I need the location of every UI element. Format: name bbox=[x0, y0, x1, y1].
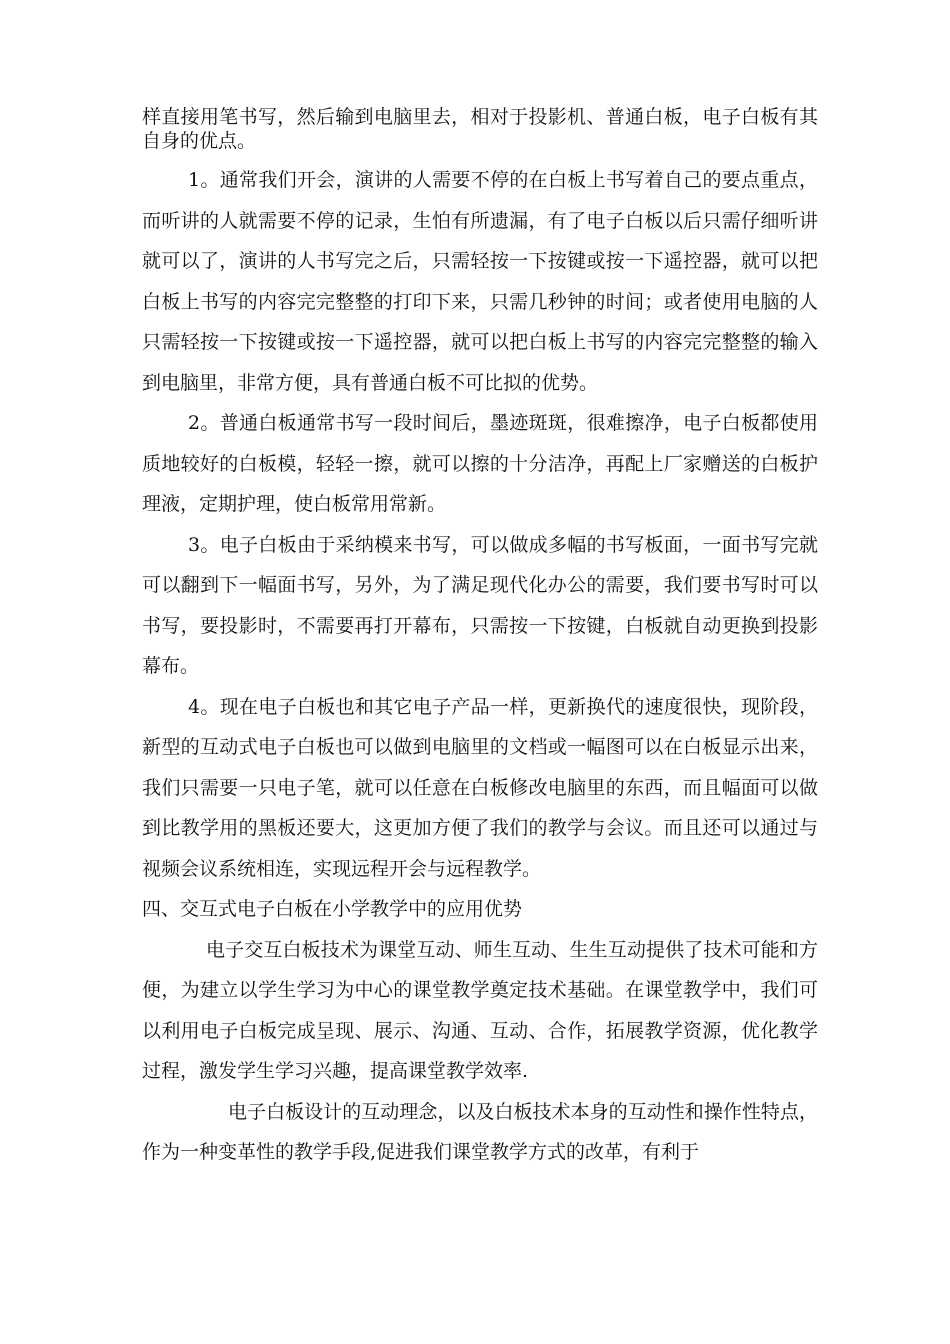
section-heading: 四、交互式电子白板在小学教学中的应用优势 bbox=[142, 898, 523, 920]
paragraph-point-4: 4。现在电子白板也和其它电子产品一样，更新换代的速度很快，现阶段，新型的互动式电子白板也可以做到电脑里的文档或一幅图可以在白板显示出来，我们只需要一只电子笔，就可以任意在白板修改电脑里的东西，而且幅面可以做到比教学用的黑板还要大，这更加方便了我们的教学与会议。而且还可以通过与视频会议系统相连，实现远程开会与远程教学。 bbox=[142, 695, 818, 880]
document-body bbox=[142, 105, 818, 1173]
paragraph-point-1: 1。通常我们开会，演讲的人需要不停的在白板上书写着自己的要点重点，而听讲的人就需要不停的记录，生怕有所遗漏，有了电子白板以后只需仔细听讲就可以了，演讲的人书写完之后，只需轻按一下按键或按一下遥控器，就可以把白板上书写的内容完完整整的打印下来，只需几秒钟的时间；或者使用电脑的人只需轻按一下按键或按一下遥控器，就可以把白板上书写的内容完完整整的输入到电脑里，非常方便，具有普通白板不可比拟的优势。 bbox=[142, 169, 818, 394]
paragraph-continuation: 样直接用笔书写，然后输到电脑里去，相对于投影机、普通白板，电子白板有其自身的优点。 bbox=[142, 106, 818, 152]
paragraph-advantages: 电子交互白板技术为课堂互动、师生互动、生生互动提供了技术可能和方便，为建立以学生学习为中心的课堂教学奠定技术基础。在课堂教学中，我们可以利用电子白板完成呈现、展示、沟通、互动、合作，拓展教学资源，优化教学过程，激发学生学习兴趣，提高课堂教学效率. bbox=[142, 938, 818, 1082]
paragraph-interaction: 电子白板设计的互动理念，以及白板技术本身的互动性和操作性特点，作为一种变革性的教学手段,促进我们课堂教学方式的改革，有利于 bbox=[142, 1100, 818, 1163]
paragraph-point-2: 2。普通白板通常书写一段时间后，墨迹斑斑，很难擦净，电子白板都使用质地较好的白板模，轻轻一擦，就可以擦的十分洁净，再配上厂家赠送的白板护理液，定期护理，使白板常用常新。 bbox=[142, 412, 818, 515]
paragraph-point-3: 3。电子白板由于采纳模来书写，可以做成多幅的书写板面，一面书写完就可以翻到下一幅面书写，另外，为了满足现代化办公的需要，我们要书写时可以书写，要投影时，不需要再打开幕布，只需按一下按键，白板就自动更换到投影幕布。 bbox=[142, 533, 818, 677]
